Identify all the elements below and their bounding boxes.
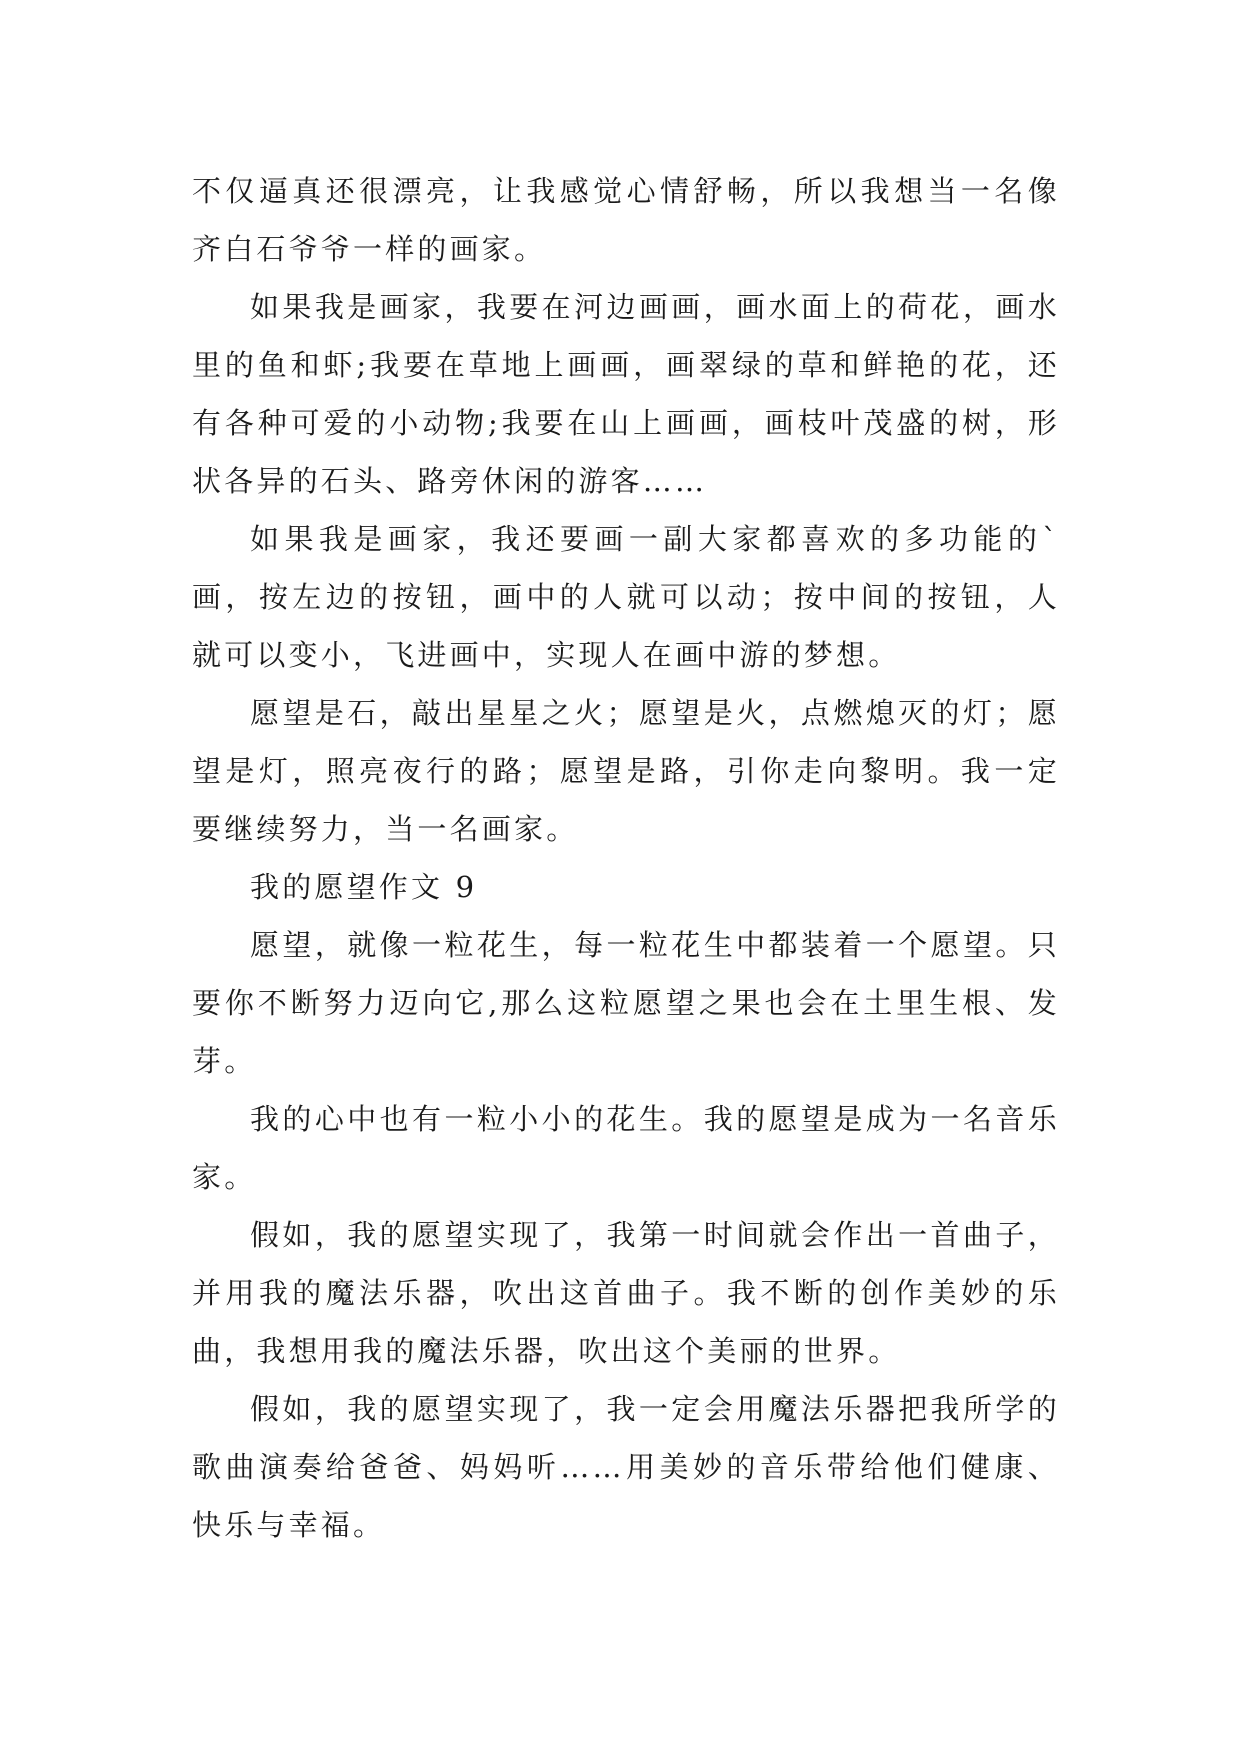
paragraph-2: 如果我是画家，我要在河边画画，画水面上的荷花，画水里的鱼和虾;我要在草地上画画，画翠绿的草和鲜艳的花，还有各种可爱的小动物;我要在山上画画，画枝叶茂盛的树，形状各异的石头、路旁休闲的游客…… <box>192 290 1060 498</box>
paragraph-4: 愿望是石，敲出星星之火；愿望是火，点燃熄灭的灯；愿望是灯，照亮夜行的路；愿望是路，引你走向黎明。我一定要继续努力，当一名画家。 <box>192 696 1060 846</box>
paragraph-7: 假如，我的愿望实现了，我第一时间就会作出一首曲子，并用我的魔法乐器，吹出这首曲子。我不断的创作美妙的乐曲，我想用我的魔法乐器，吹出这个美丽的世界。 <box>192 1218 1060 1368</box>
section-heading: 我的愿望作文 9 <box>250 870 478 904</box>
paragraph-1: 不仅逼真还很漂亮，让我感觉心情舒畅，所以我想当一名像齐白石爷爷一样的画家。 <box>192 174 1060 266</box>
paragraph-3: 如果我是画家，我还要画一副大家都喜欢的多功能的`画，按左边的按钮，画中的人就可以动；按中间的按钮，人就可以变小，飞进画中，实现人在画中游的梦想。 <box>192 522 1060 672</box>
paragraph-6: 我的心中也有一粒小小的花生。我的愿望是成为一名音乐家。 <box>192 1102 1060 1194</box>
paragraph-8: 假如，我的愿望实现了，我一定会用魔法乐器把我所学的歌曲演奏给爸爸、妈妈听……用美妙的音乐带给他们健康、快乐与幸福。 <box>192 1392 1060 1542</box>
document-body <box>192 162 1060 1554</box>
paragraph-5: 愿望，就像一粒花生，每一粒花生中都装着一个愿望。只要你不断努力迈向它,那么这粒愿望之果也会在土里生根、发芽。 <box>192 928 1060 1078</box>
